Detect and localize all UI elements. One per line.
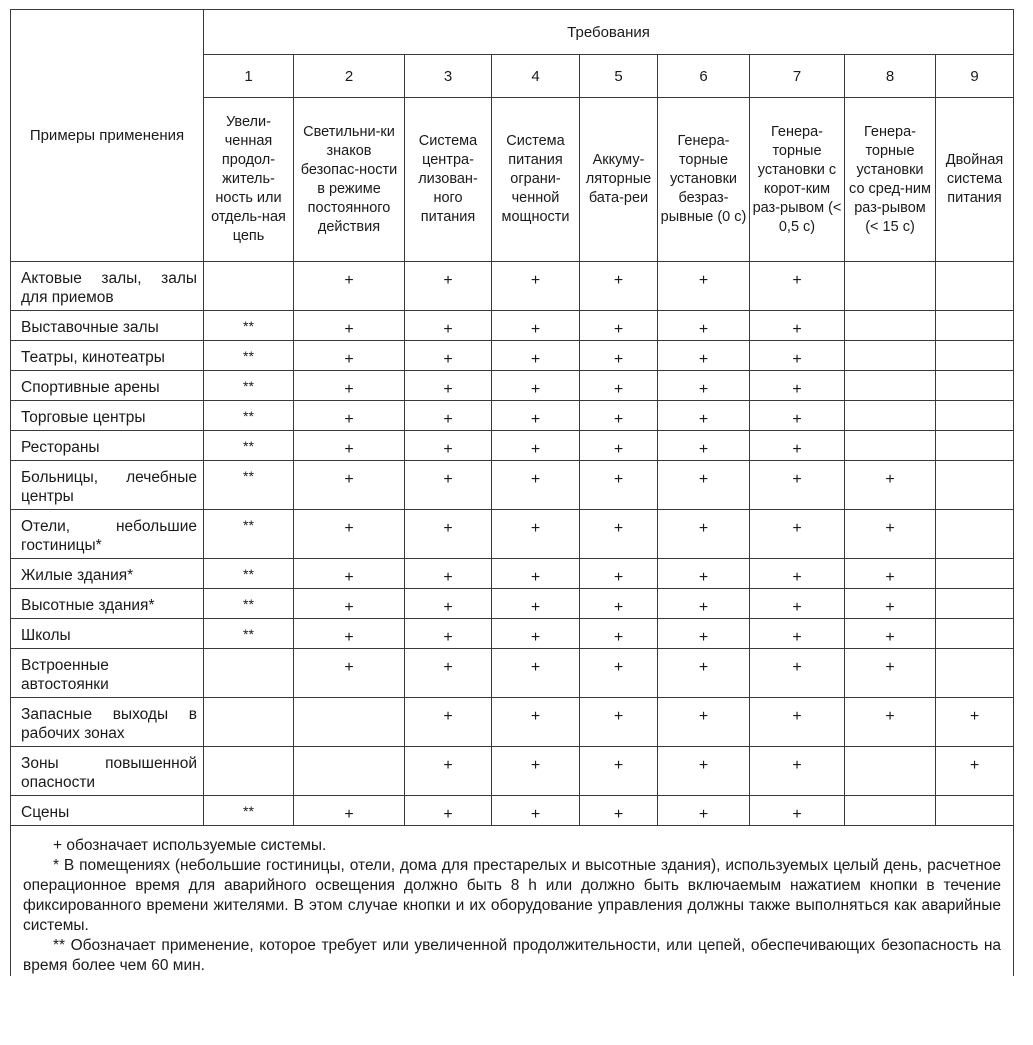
table-cell: + (294, 559, 405, 589)
table-cell: + (580, 698, 658, 747)
table-cell: + (658, 461, 750, 510)
table-cell: + (405, 559, 492, 589)
table-cell (936, 619, 1014, 649)
table-cell: + (658, 262, 750, 311)
table-row (11, 371, 1014, 401)
table-cell: + (658, 649, 750, 698)
table-cell: + (294, 262, 405, 311)
table-cell: + (845, 559, 936, 589)
table-cell: + (294, 589, 405, 619)
row-label: Больницы, лечебные центры (11, 461, 204, 510)
table-row (11, 510, 1014, 559)
column-number-7: 7 (750, 55, 845, 98)
table-cell: + (845, 649, 936, 698)
table-cell: + (750, 431, 845, 461)
table-cell: + (658, 589, 750, 619)
table-cell (294, 698, 405, 747)
table-cell: + (492, 747, 580, 796)
table-cell: + (294, 401, 405, 431)
table-cell: + (580, 311, 658, 341)
table-cell: + (405, 311, 492, 341)
table-cell: + (845, 589, 936, 619)
column-description-6: Генера-торные установки безраз-рывные (0 с) (658, 98, 750, 262)
table-body (11, 262, 1014, 826)
requirements-table (10, 9, 1014, 976)
table-row (11, 747, 1014, 796)
table-cell: ** (204, 311, 294, 341)
table-cell (845, 371, 936, 401)
table-cell: + (294, 461, 405, 510)
footnote-star: * В помещениях (небольшие гостиницы, отели, дома для престарелых и высотные здания), используемых целый день, расчетное операционное время для аварийного освещения должно быть 8 h или должно быть включаемым нажатием кнопки в течение фиксированного времени жителями. В этом случае кнопки и их оборудование управления должны также выполняться как аварийные системы. (23, 857, 1002, 934)
column-description-9: Двойная система питания (936, 98, 1014, 262)
table-row (11, 461, 1014, 510)
table-cell: + (580, 649, 658, 698)
column-number-4: 4 (492, 55, 580, 98)
footnotes (11, 826, 1014, 977)
table-cell: ** (204, 559, 294, 589)
table-cell: + (492, 649, 580, 698)
table-row (11, 311, 1014, 341)
footnote-double-star: ** Обозначает применение, которое требует или увеличенной продолжительности, или цепей, обеспечивающих безопасность на время более чем 60 мин. (23, 937, 1002, 974)
table-cell (204, 649, 294, 698)
table-cell: + (492, 401, 580, 431)
table-cell: ** (204, 510, 294, 559)
table-cell: + (294, 341, 405, 371)
table-row (11, 589, 1014, 619)
table-cell (845, 747, 936, 796)
row-label: Жилые здания* (11, 559, 204, 589)
table-cell: + (492, 461, 580, 510)
table-row (11, 262, 1014, 311)
table-cell: ** (204, 589, 294, 619)
table-cell: ** (204, 619, 294, 649)
row-label: Сцены (11, 796, 204, 826)
table-cell (936, 311, 1014, 341)
table-cell: + (405, 649, 492, 698)
row-label: Встроенные автостоянки (11, 649, 204, 698)
table-cell: + (294, 510, 405, 559)
table-cell: + (405, 510, 492, 559)
column-description-3: Система центра-лизован-ного питания (405, 98, 492, 262)
table-cell: + (658, 401, 750, 431)
table-cell (845, 401, 936, 431)
table-cell: + (936, 747, 1014, 796)
column-number-5: 5 (580, 55, 658, 98)
table-cell (936, 401, 1014, 431)
table-cell: + (658, 796, 750, 826)
table-cell: + (750, 589, 845, 619)
table-cell: ** (204, 796, 294, 826)
column-number-1: 1 (204, 55, 294, 98)
table-cell: + (750, 747, 845, 796)
table-cell: + (580, 371, 658, 401)
table-cell: + (492, 341, 580, 371)
table-cell: + (845, 461, 936, 510)
table-cell: + (658, 747, 750, 796)
table-cell: + (580, 461, 658, 510)
table-cell: + (405, 262, 492, 311)
table-cell: + (580, 559, 658, 589)
table-row (11, 431, 1014, 461)
table-cell: + (845, 619, 936, 649)
table-cell: + (405, 371, 492, 401)
table-cell: + (580, 341, 658, 371)
table-cell: + (750, 510, 845, 559)
table-cell: + (580, 747, 658, 796)
table-row (11, 341, 1014, 371)
table-cell: + (845, 698, 936, 747)
table-cell: + (750, 649, 845, 698)
column-number-6: 6 (658, 55, 750, 98)
table-cell (204, 698, 294, 747)
row-label: Запасные выходы в рабочих зонах (11, 698, 204, 747)
table-row (11, 559, 1014, 589)
table-cell (936, 649, 1014, 698)
table-cell: + (294, 431, 405, 461)
table-cell: + (936, 698, 1014, 747)
column-description-1: Увели-ченная продол-житель-ность или отдель-ная цепь (204, 98, 294, 262)
table-cell: + (492, 796, 580, 826)
table-cell: ** (204, 341, 294, 371)
table-cell (936, 559, 1014, 589)
table-cell: + (294, 796, 405, 826)
table-cell: + (294, 649, 405, 698)
table-cell: + (750, 461, 845, 510)
table-cell: ** (204, 401, 294, 431)
table-cell: + (492, 559, 580, 589)
table-cell: + (405, 461, 492, 510)
row-label: Театры, кинотеатры (11, 341, 204, 371)
table-cell (936, 510, 1014, 559)
table-cell: + (580, 619, 658, 649)
corner-header: Примеры применения (11, 10, 204, 262)
column-number-2: 2 (294, 55, 405, 98)
table-cell: + (492, 698, 580, 747)
row-label: Торговые центры (11, 401, 204, 431)
table-cell: + (580, 401, 658, 431)
table-cell: + (750, 262, 845, 311)
table-cell (936, 461, 1014, 510)
table-cell: + (750, 619, 845, 649)
table-cell: + (492, 510, 580, 559)
table-cell (936, 341, 1014, 371)
table-cell: + (658, 371, 750, 401)
table-cell: + (492, 431, 580, 461)
table-cell: + (405, 401, 492, 431)
table-cell: + (294, 311, 405, 341)
table-cell: + (750, 559, 845, 589)
table-cell: + (405, 341, 492, 371)
row-label: Высотные здания* (11, 589, 204, 619)
table-cell (845, 431, 936, 461)
table-cell: + (492, 371, 580, 401)
table-cell: + (750, 401, 845, 431)
table-cell: + (658, 510, 750, 559)
column-number-8: 8 (845, 55, 936, 98)
table-row (11, 649, 1014, 698)
table-cell: + (658, 698, 750, 747)
table-cell (936, 371, 1014, 401)
table-cell: + (658, 431, 750, 461)
table-cell (845, 796, 936, 826)
row-label: Рестораны (11, 431, 204, 461)
column-description-4: Система питания ограни-ченной мощности (492, 98, 580, 262)
table-row (11, 796, 1014, 826)
table-cell: + (492, 619, 580, 649)
table-cell: + (580, 510, 658, 559)
table-cell: ** (204, 371, 294, 401)
column-number-3: 3 (405, 55, 492, 98)
requirements-header: Требования (204, 10, 1014, 55)
table-cell (845, 311, 936, 341)
table-cell: + (405, 796, 492, 826)
table-cell: + (294, 371, 405, 401)
column-description-7: Генера-торные установки с корот-ким раз-рывом (< 0,5 с) (750, 98, 845, 262)
table-cell: + (580, 431, 658, 461)
table-cell: + (492, 589, 580, 619)
table-cell (845, 341, 936, 371)
footnote-plus: + обозначает используемые системы. (53, 837, 327, 854)
table-cell: ** (204, 461, 294, 510)
table-header (11, 10, 1014, 262)
table-cell: + (750, 698, 845, 747)
column-description-5: Аккуму-ляторные бата-реи (580, 98, 658, 262)
table-cell: + (750, 371, 845, 401)
table-cell: + (580, 589, 658, 619)
table-cell: + (405, 589, 492, 619)
table-cell (204, 262, 294, 311)
table-cell: + (658, 341, 750, 371)
table-cell: + (658, 559, 750, 589)
table-cell: + (750, 796, 845, 826)
table-cell: + (845, 510, 936, 559)
row-label: Выставочные залы (11, 311, 204, 341)
table-row (11, 619, 1014, 649)
table-cell: + (492, 311, 580, 341)
row-label: Школы (11, 619, 204, 649)
table-cell (845, 262, 936, 311)
table-cell (936, 262, 1014, 311)
table-cell: + (492, 262, 580, 311)
table-cell: + (580, 262, 658, 311)
table-cell (936, 589, 1014, 619)
column-number-9: 9 (936, 55, 1014, 98)
table-cell: + (580, 796, 658, 826)
row-label: Зоны повышенной опасности (11, 747, 204, 796)
table-cell: + (750, 311, 845, 341)
table-cell: + (405, 431, 492, 461)
table-cell (294, 747, 405, 796)
table-cell: + (405, 619, 492, 649)
table-cell: + (405, 747, 492, 796)
table-cell (936, 431, 1014, 461)
row-label: Спортивные арены (11, 371, 204, 401)
column-description-8: Генера-торные установки со сред-ним раз-рывом (< 15 с) (845, 98, 936, 262)
row-label: Отели, небольшие гостиницы* (11, 510, 204, 559)
table-cell: ** (204, 431, 294, 461)
table-cell: + (405, 698, 492, 747)
table-row (11, 401, 1014, 431)
table-row (11, 698, 1014, 747)
row-label: Актовые залы, залы для приемов (11, 262, 204, 311)
table-cell (204, 747, 294, 796)
table-cell: + (658, 619, 750, 649)
table-cell (936, 796, 1014, 826)
table-cell: + (658, 311, 750, 341)
column-description-2: Светильни-ки знаков безопас-ности в режиме постоянного действия (294, 98, 405, 262)
table-cell: + (750, 341, 845, 371)
table-cell: + (294, 619, 405, 649)
